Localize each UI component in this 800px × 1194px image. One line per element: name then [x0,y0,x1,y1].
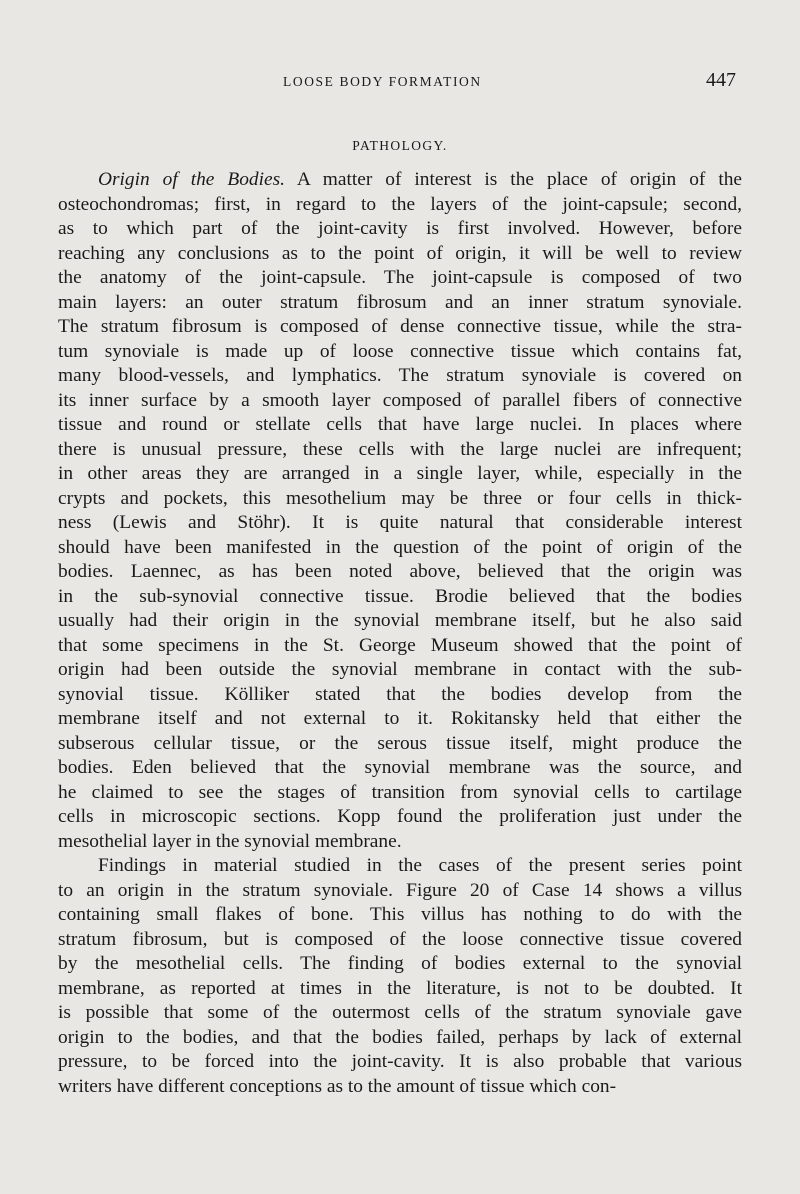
text-line: reaching any conclusions as to the point of origin, it will be well to review [58,242,742,264]
text-line [58,168,742,193]
text-line: is possible that some of the outermost cells of the stratum synoviale gave [58,1002,742,1023]
text-line: pressure, to be forced into the joint-cavity. It is also probable that various [58,1051,742,1072]
text-line: ness (Lewis and Stöhr). It is quite natural that considerable interest [58,512,742,533]
text-line: synovial tissue. Kölliker stated that the bodies develop from the [58,683,742,705]
text-line: containing small flakes of bone. This villus has nothing to do with the [58,904,742,925]
paragraph-lead-in: Origin of the Bodies. [98,169,285,190]
text-line: should have been manifested in the question of the point of origin of the [58,536,742,558]
text-line: tissue and round or stellate cells that have large nuclei. In places where [58,414,742,435]
text-line: Findings in material studied in the cases of the present series point [98,855,742,876]
text-line: usually had their origin in the synovial membrane itself, but he also said [58,610,742,631]
paragraph-2 [58,854,742,1099]
text-line: origin had been outside the synovial membrane in contact with the sub- [58,659,742,680]
text-line: that some specimens in the St. George Museum showed that the point of [58,634,742,656]
text-line: tum synoviale is made up of loose connective tissue which contains fat, [58,340,742,362]
text-line: subserous cellular tissue, or the serous tissue itself, might produce the [58,732,742,754]
text-line: mesothelial layer in the synovial membrane. [58,830,402,852]
text-line: stratum fibrosum, but is composed of the loose connective tissue covered [58,928,742,950]
text-line: bodies. Laennec, as has been noted above, believed that the origin was [58,561,742,582]
text-line: origin to the bodies, and that the bodies failed, perhaps by lack of external [58,1026,742,1048]
text-line: in the sub-synovial connective tissue. Brodie believed that the bodies [58,585,742,607]
text-line: there is unusual pressure, these cells with the large nuclei are infrequent; [58,438,742,460]
text-line: he claimed to see the stages of transition from synovial cells to cartilage [58,781,742,803]
text-line: membrane, as reported at times in the literature, is not to be doubted. It [58,977,742,999]
section-heading: PATHOLOGY. [352,138,448,153]
text-line: The stratum fibrosum is composed of dense connective tissue, while the stra- [58,316,742,337]
text-line: main layers: an outer stratum fibrosum and an inner stratum synoviale. [58,291,742,313]
first-line-rest: A matter of interest is the place of origin of the [285,169,743,190]
text-line: writers have different conceptions as to the amount of tissue which con- [58,1075,617,1097]
text-line: bodies. Eden believed that the synovial membrane was the source, and [58,757,742,778]
text-line: many blood-vessels, and lymphatics. The stratum synoviale is covered on [58,365,742,386]
text-line: by the mesothelial cells. The finding of bodies external to the synovial [58,953,742,974]
text-line: as to which part of the joint-cavity is first involved. However, before [58,218,742,239]
text-line: to an origin in the stratum synoviale. Figure 20 of Case 14 shows a villus [58,879,742,901]
text-line: membrane itself and not external to it. Rokitansky held that either the [58,708,742,729]
text-line: crypts and pockets, this mesothelium may be three or four cells in thick- [58,487,742,509]
text-line: the anatomy of the joint-capsule. The joint-capsule is composed of two [58,267,742,288]
text-line: its inner surface by a smooth layer composed of parallel fibers of connective [58,389,742,411]
paragraph-1 [58,193,742,855]
text-line: cells in microscopic sections. Kopp found the proliferation just under the [58,806,742,827]
page-number: 447 [706,69,736,91]
text-line: osteochondromas; first, in regard to the layers of the joint-capsule; second, [58,193,742,215]
running-title: LOOSE BODY FORMATION [283,74,482,89]
running-head [0,69,800,96]
text-line: in other areas they are arranged in a single layer, while, especially in the [58,463,742,484]
body-text [58,168,742,1099]
